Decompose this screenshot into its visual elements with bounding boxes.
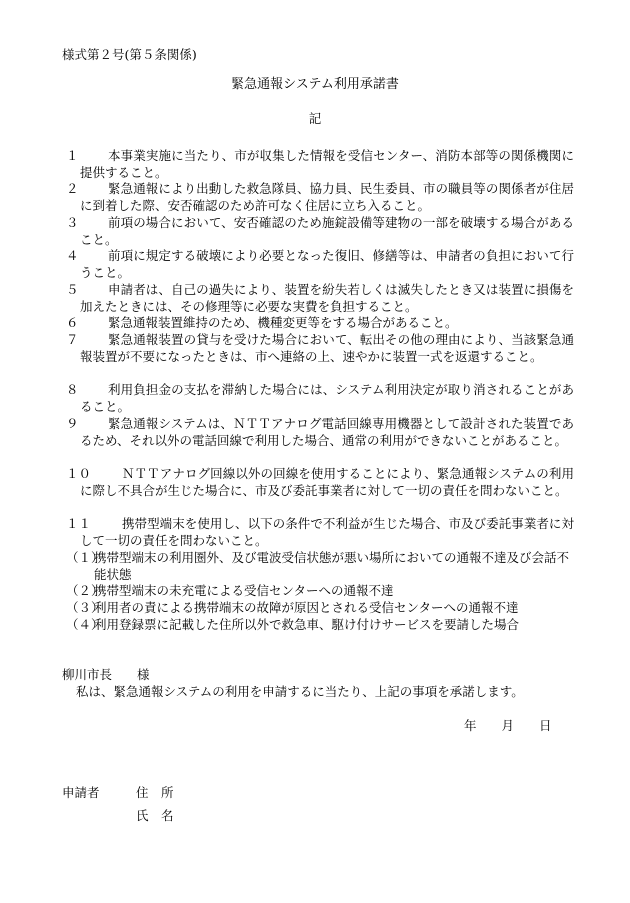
condition-number: （３） [66, 600, 104, 615]
item-number: ５ [66, 282, 79, 297]
document-title: 緊急通報システム利用承諾書 [231, 77, 399, 92]
form-label: 様式第２号(第５条関係) [62, 47, 197, 62]
item-text: 緊急通報により出動した救急隊員、協力員、民生委員、市の職員等の関係者が住居に到着した際、安否確認のため許可なく住居に立ち入ること。 [80, 181, 574, 213]
item-text: 利用負担金の支払を滞納した場合には、システム利用決定が取り消されることがあること。 [80, 382, 574, 414]
item-number: １ [66, 148, 79, 163]
item-number: １１ [66, 516, 92, 531]
date-line: 年 月 日 [464, 718, 552, 733]
item-text: 前項に規定する破壊により必要となった復旧、修繕等は、申請者の負担において行うこと。 [80, 248, 574, 280]
item-10 [66, 466, 574, 499]
condition-number: （２） [66, 583, 104, 598]
item-text: 前項の場合において、安否確認のため施錠設備等建物の一部を破壊する場合があること。 [80, 215, 574, 247]
item-7 [66, 332, 574, 365]
condition-text: 携帯型端末の未充電による受信センターへの通報不達 [94, 583, 394, 598]
item-5 [66, 282, 574, 315]
condition-text: 携帯型端末の利用圏外、及び電波受信状態が悪い場所においての通報不達及び会話不能状態 [94, 550, 570, 582]
condition-text: 利用者の責による携帯端末の故障が原因とされる受信センターへの通報不達 [94, 600, 519, 615]
item-number: １０ [66, 466, 92, 481]
item-1 [66, 148, 574, 181]
item-text: 携帯型端末を使用し、以下の条件で不利益が生じた場合、市及び委託事業者に対して一切の責任を問わないこと。 [80, 516, 574, 548]
item-6 [66, 315, 574, 332]
addressee: 柳川市長 様 [62, 667, 150, 682]
item-text: 緊急通報装置の貸与を受けた場合において、転出その他の理由により、当該緊急通報装置が不要になったときは、市へ連絡の上、速やかに装置一式を返還すること。 [80, 332, 574, 364]
item-11 [66, 516, 574, 549]
item-number: ９ [66, 416, 79, 431]
item-text: 本事業実施に当たり、市が収集した情報を受信センター、消防本部等の関係機関に提供すること。 [80, 148, 574, 180]
declaration [62, 684, 574, 701]
item-3 [66, 215, 574, 248]
applicant-label: 申請者 [62, 785, 100, 800]
item-number: ４ [66, 248, 79, 263]
item-number: ６ [66, 315, 79, 330]
ki-heading: 記 [308, 111, 322, 126]
declaration-text: 私は、緊急通報システムの利用を申請するに当たり、上記の事項を承諾します。 [76, 684, 524, 699]
condition-1 [66, 550, 574, 583]
item-9 [66, 416, 574, 449]
condition-text: 利用登録票に記載した住所以外で救急車、駆け付けサービスを要請した場合 [94, 617, 520, 632]
condition-number: （４） [66, 617, 104, 632]
item-text: 緊急通報システムは、ＮＴＴアナログ電話回線専用機器として設計された装置であるため、それ以外の電話回線で利用した場合、通常の利用ができないことがあること。 [80, 416, 574, 448]
item-number: ３ [66, 215, 79, 230]
condition-number: （１） [66, 550, 104, 565]
item-text: 申請者は、自己の過失により、装置を紛失若しくは滅失したとき又は装置に損傷を加えたときには、その修理等に必要な実費を負担すること。 [80, 282, 574, 314]
address-label: 住 所 [136, 785, 174, 800]
item-number: ８ [66, 382, 79, 397]
item-4 [66, 248, 574, 281]
item-number: ２ [66, 181, 79, 196]
item-number: ７ [66, 332, 79, 347]
item-text: 緊急通報装置維持のため、機種変更等をする場合があること。 [108, 315, 458, 330]
item-8 [66, 382, 574, 415]
condition-3 [66, 600, 574, 617]
condition-4 [66, 617, 574, 634]
name-label: 氏 名 [136, 808, 174, 823]
condition-2 [66, 583, 574, 600]
item-2 [66, 181, 574, 214]
item-text: ＮＴＴアナログ回線以外の回線を使用することにより、緊急通報システムの利用に際し不具合が生じた場合に、市及び委託事業者に対して一切の責任を問わないこと。 [80, 466, 574, 498]
